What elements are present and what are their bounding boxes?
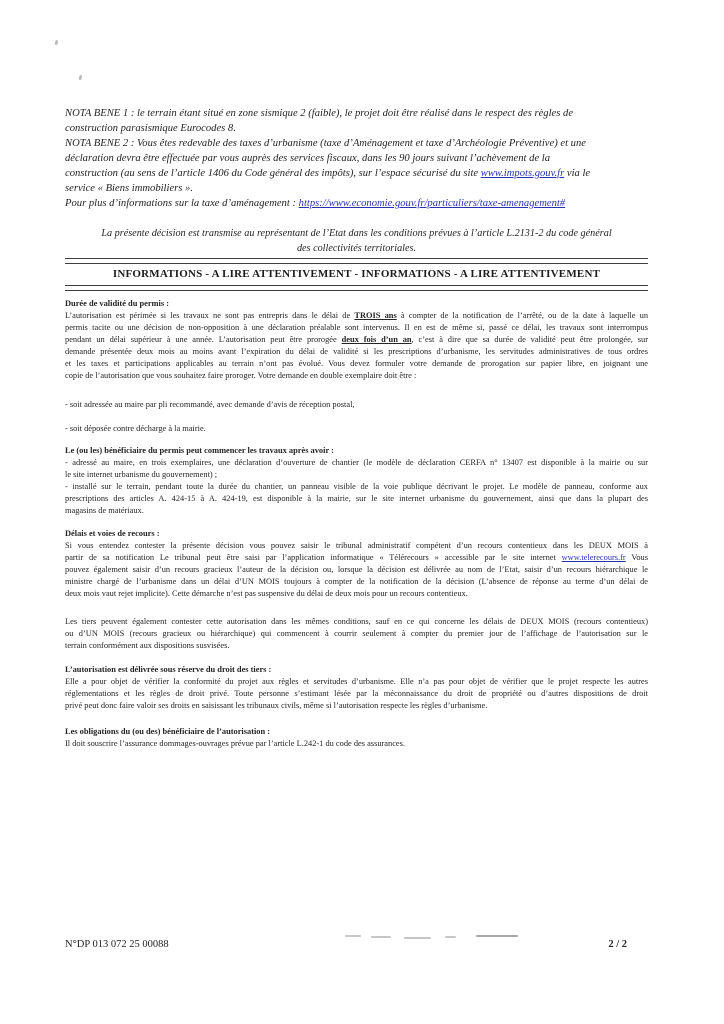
text-line [65, 310, 648, 322]
text-line [65, 334, 648, 346]
text-segment: réglementations et les règles de droit privé. Toute personne s’estimant lésée par la méconnaissance du droit de propriété ou d’autres dispositions de droit [65, 689, 648, 698]
hyperlink[interactable]: https://www.economie.gouv.fr/particuliers/taxe-amenagement# [298, 198, 566, 209]
text-line [65, 358, 648, 370]
text-segment: le site internet urbanisme du gouvernement) ; [65, 470, 218, 479]
text-segment: NOTA BENE 1 : le terrain étant situé en zone sismique 2 (faible), le projet doit être réalisé dans le respect des règles de [65, 108, 574, 119]
text-segment: - installé sur le terrain, pendant toute la durée du chantier, un panneau visible de la voie publique décrivant le projet. Le modèle de panneau, conforme aux [65, 482, 648, 491]
text-segment: construction parasismique Eurocodes 8. [65, 123, 236, 134]
banner-title: INFORMATIONS - A LIRE ATTENTIVEMENT - INFORMATIONS - A LIRE ATTENTIVEMENT [112, 268, 601, 280]
scan-smudge [345, 935, 361, 937]
text-line [65, 552, 648, 564]
scan-speck [78, 75, 82, 81]
text-segment: via le [564, 168, 591, 179]
text-line [65, 676, 648, 688]
text-segment: La présente décision est transmise au représentant de l’Etat dans les conditions prévues à l’article L.2131-2 du code général [101, 228, 612, 239]
text-segment: et les taxes et participations applicables au terrain n’ont pas évolué. Vous devez formuler votre demande de prorogation sur papier libre, en joignant une [65, 359, 648, 368]
text-segment: magasins de matériaux. [65, 506, 144, 515]
text-line [65, 121, 648, 136]
section-heading-obligations: Les obligations du (ou des) bénéficiaire de l’autorisation : [65, 727, 271, 736]
bullet-soit-adressee [65, 399, 648, 411]
info-title-banner [65, 258, 648, 291]
text-segment: des collectivités territoriales. [296, 243, 417, 254]
text-segment: pendant un délai supérieur à une année. L’autorisation peut être prorogée [65, 335, 342, 344]
text-line [65, 616, 648, 628]
text-segment: déclaration devra être effectuée par vous auprès des services fiscaux, dans les 90 jours suivant l’achèvement de la [65, 153, 551, 164]
scan-smudge [445, 936, 456, 938]
text-segment: deux mois vaut rejet implicite). Cette démarche n’est pas suspensive du délai de deux mois pour un recours contentieux. [65, 589, 468, 598]
paragraph-recours-contentieux [65, 540, 648, 600]
hyperlink[interactable]: www.impots.gouv.fr [480, 168, 565, 179]
text-segment: Pour plus d’informations sur la taxe d’aménagement : [65, 198, 299, 209]
text-line [65, 346, 648, 358]
text-line [65, 640, 648, 652]
text-segment: permis tacite ou une décision de non-opposition à une déclaration préalable sont intervenus. Il en est de même si, passé ce délai, les travaux sont interrompus [65, 323, 648, 332]
text-line [65, 196, 648, 211]
text-segment: TROIS ans [354, 311, 397, 320]
text-line [65, 738, 648, 750]
paragraph-droit-des-tiers [65, 676, 648, 712]
banner-rule-bottom [65, 285, 648, 291]
bullet-soit-deposee [65, 423, 648, 435]
text-segment: ou d’UN MOIS (recours gracieux ou hiérarchique) qui commencent à courrir seulement à compter du premier jour de l’affichage de l’autorisation sur le [65, 629, 648, 638]
text-segment: L’autorisation est périmée si les travaux ne sont pas entrepris dans le délai de [65, 311, 355, 320]
text-line [65, 166, 648, 181]
text-line [65, 106, 648, 121]
paragraph-recours-tiers [65, 616, 648, 652]
text-segment: ministre chargé de l’urbanisme dans un délai d’UN MOIS toujours à compter de la notification de la décision (L’absence de réponse au terme d’un délai de [65, 577, 648, 586]
text-segment: partir de sa notification Le tribunal peut être saisi par l’application informatique « Télérecours » accessible par le site internet [65, 553, 562, 562]
text-segment: , c’est à dire que sa durée de validité peut être prolongée, sur [411, 335, 648, 344]
text-segment: pouvez également saisir d’un recours gracieux l’auteur de la décision ou, lorsque la décision est délivrée au nom de l’Etat, saisir d’un recours hiérarchique le [65, 565, 648, 574]
text-line [65, 576, 648, 588]
text-line [65, 505, 648, 517]
text-segment: prescriptions des articles A. 424-15 à A. 424-19, est disponible à la mairie, sur le site internet urbanisme du gouvernement, ainsi que dans la plupart des [65, 494, 648, 503]
text-line [65, 700, 648, 712]
scan-speck [54, 40, 58, 46]
text-segment: NOTA BENE 2 : Vous êtes redevable des taxes d’urbanisme (taxe d’Aménagement et taxe d’Archéologie Préventive) et une [65, 138, 586, 149]
text-segment: construction (au sens de l’article 1406 du Code général des impôts), sur l’espace sécurisé du site [65, 168, 481, 179]
text-segment: Les tiers peuvent également contester cette autorisation dans les mêmes conditions, sauf en ce qui concerne les délais de DEUX MOIS (recours contentieux) [65, 617, 648, 626]
text-line [65, 151, 648, 166]
text-line [65, 457, 648, 469]
text-line [65, 564, 648, 576]
text-segment: copie de l’autorisation que vous souhaitez faire proroger. Votre demande en double exemplaire doit être : [65, 371, 417, 380]
text-line [65, 181, 648, 196]
paragraph-declaration-ouverture [65, 457, 648, 481]
text-line [65, 688, 648, 700]
text-segment: deux fois d’un an [341, 335, 412, 344]
section-heading-droit-des-tiers: L’autorisation est délivrée sous réserve du droit des tiers : [65, 665, 272, 674]
text-line [65, 540, 648, 552]
text-segment: privé peut donc faire valoir ses droits en saisissant les tribunaux civils, même si l’autorisation respecte les règles d’urbanisme. [65, 701, 488, 710]
paragraph-duree-validite [65, 310, 648, 382]
text-line [65, 469, 648, 481]
section-heading-beneficiaire: Le (ou les) bénéficiaire du permis peut commencer les travaux après avoir : [65, 446, 334, 455]
text-segment: Vous [625, 553, 649, 562]
text-line [65, 628, 648, 640]
text-segment: Il doit souscrire l’assurance dommages-ouvrages prévue par l’article L.242-1 du code des assurances. [65, 739, 405, 748]
scan-smudge [371, 936, 391, 938]
text-line [65, 136, 648, 151]
text-segment: Elle a pour objet de vérifier la conformité du projet aux règles et servitudes d’urbanisme. Elle n’a pas pour objet de vérifier que le projet respecte les autres [65, 677, 648, 686]
transmission-note [65, 226, 648, 256]
text-line [65, 241, 648, 256]
text-segment: Si vous entendez contester la présente décision vous pouvez saisir le tribunal administratif compétent d’un recours contentieux dans les DEUX MOIS à [65, 541, 648, 550]
text-line [65, 423, 648, 435]
paragraph-panneau-chantier [65, 481, 648, 517]
text-segment: demande présentée deux mois au moins avant l’expiration du délai de validité si les prescriptions d’urbanisme, les servitudes administratives de tous ordres [65, 347, 648, 356]
text-line [65, 588, 648, 600]
text-line [65, 493, 648, 505]
page-number: 2 / 2 [608, 939, 627, 950]
text-line [65, 226, 648, 241]
text-segment: - soit adressée au maire par pli recommandé, avec demande d’avis de réception postal, [65, 400, 355, 409]
hyperlink[interactable]: www.telerecours.fr [561, 553, 626, 562]
section-heading-recours: Délais et voies de recours : [65, 529, 160, 538]
text-segment: à compter de la notification de l’arrêté, ou de la date à laquelle un [396, 311, 649, 320]
text-line [65, 399, 648, 411]
text-line [65, 481, 648, 493]
text-segment: - soit déposée contre décharge à la mairie. [65, 424, 206, 433]
page-footer [65, 939, 648, 950]
text-segment: terrain conformément aux dispositions susvisées. [65, 641, 230, 650]
section-heading-duree-validite: Durée de validité du permis : [65, 299, 169, 308]
text-segment: - adressé au maire, en trois exemplaires, une déclaration d’ouverture de chantier (le modèle de déclaration CERFA n° 13407 est disponible à la mairie ou sur [65, 458, 648, 467]
text-line [65, 322, 648, 334]
paragraph-obligations [65, 738, 648, 750]
nota-bene-block [65, 106, 648, 211]
scan-smudge [476, 935, 518, 937]
dossier-reference: N°DP 013 072 25 00088 [65, 939, 169, 950]
text-segment: service « Biens immobiliers ». [65, 183, 193, 194]
text-line [65, 370, 648, 382]
